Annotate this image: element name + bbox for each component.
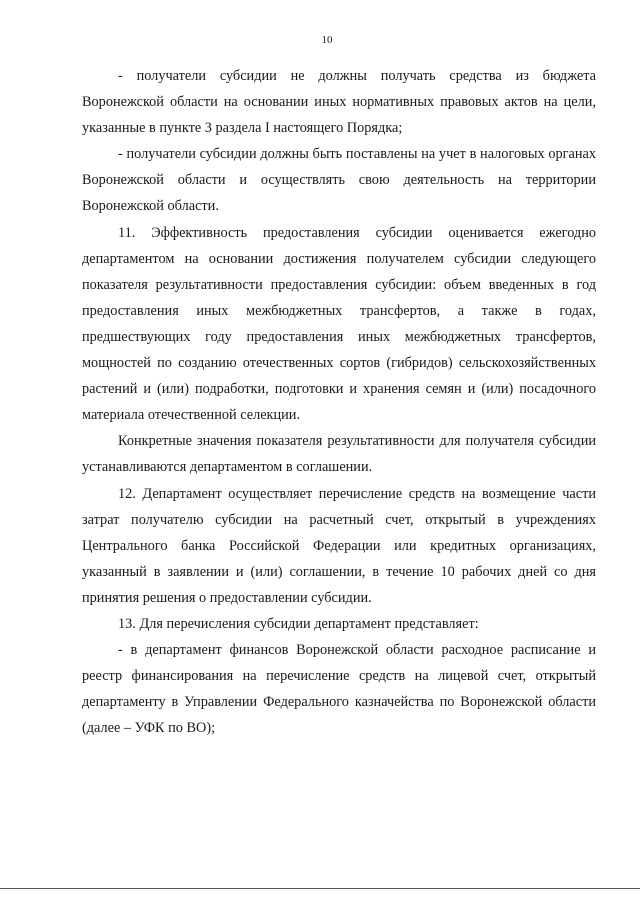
document-body xyxy=(82,63,596,741)
bottom-divider xyxy=(0,888,640,889)
paragraph-12-transfer: 12. Департамент осуществляет перечисление средств на возмещение части затрат получателю субсидии на расчетный счет, открытый в учреждениях Центрального банка Российской Федерации или кредитных организациях, указанный в заявлении и (или) соглашении, в течение 10 рабочих дней со дня принятия решения о предоставлении субсидии. xyxy=(82,485,596,606)
paragraph-13-heading: 13. Для перечисления субсидии департамент представляет: xyxy=(118,615,479,632)
paragraph-budget-restriction: - получатели субсидии не должны получать средства из бюджета Воронежской области на основании иных нормативных правовых актов на цели, указанные в пункте 3 раздела I настоящего Порядка; xyxy=(82,68,596,137)
paragraph-tax-registration: - получатели субсидии должны быть поставлены на учет в налоговых органах Воронежской области и осуществлять свою деятельность на территории Воронежской области. xyxy=(82,146,596,215)
paragraph-indicator-values: Конкретные значения показателя результативности для получателя субсидии устанавливаются департаментом в соглашении. xyxy=(82,433,596,476)
paragraph-11-effectiveness: 11. Эффективность предоставления субсидии оценивается ежегодно департаментом на основании достижения получателем субсидии следующего показателя результативности предоставления субсидии: объем введенных в год предоставления иных межбюджетных трансфертов, а также в годах, предшествующих году предоставления иных межбюджетных трансфертов, мощностей по созданию отечественных сортов (гибридов) сельскохозяйственных растений и (или) подработки, подготовки и хранения семян и (или) посадочного материала отечественной селекции. xyxy=(82,224,596,424)
paragraph-13-finance-dept: - в департамент финансов Воронежской области расходное расписание и реестр финансирования на перечисление средств на лицевой счет, открытый департаменту в Управлении Федерального казначейства по Воронежской области (далее – УФК по ВО); xyxy=(82,642,596,737)
page-number: 10 xyxy=(321,34,333,46)
